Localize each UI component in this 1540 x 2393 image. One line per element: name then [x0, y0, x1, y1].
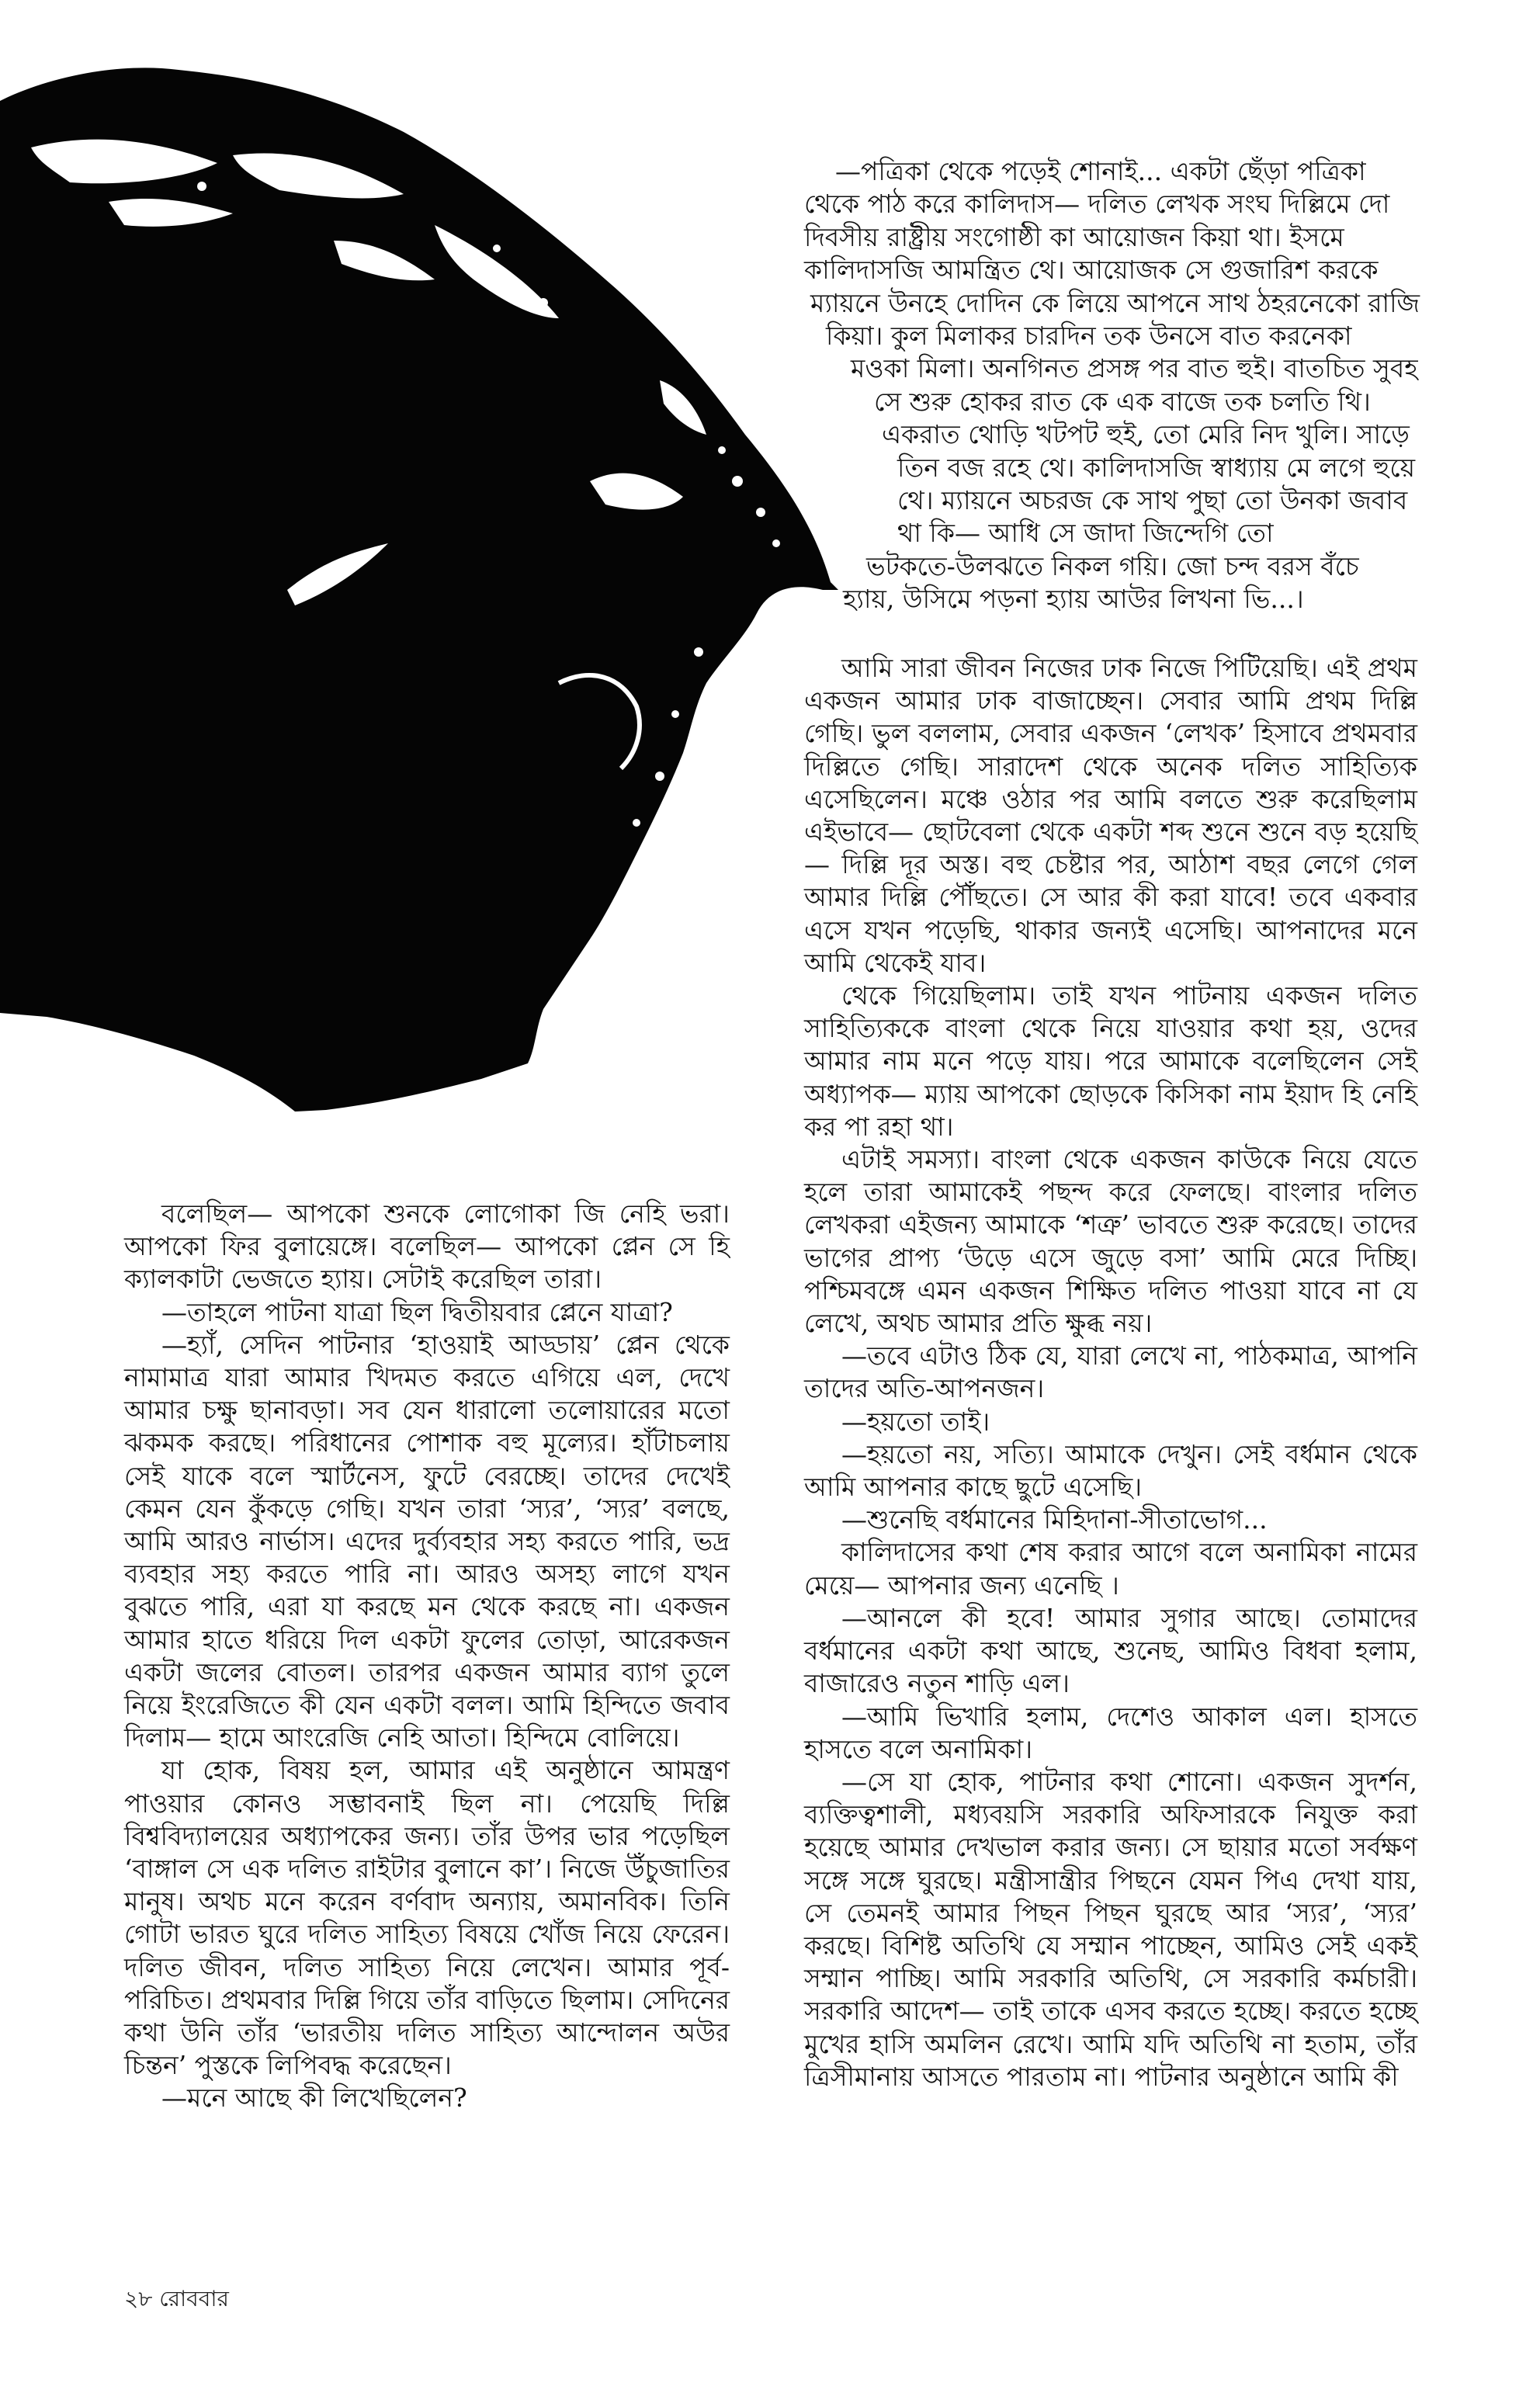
paragraph: —হয়তো নয়, সত্যি। আমাকে দেখুন। সেই বর্ধমান থেকে আমি আপনার কাছে ছুটে এসেছি। — [804, 1438, 1417, 1503]
text-line: থা কি— আধি সে জাদা জিন্দেগি তো — [897, 518, 1274, 549]
paragraph: —শুনেছি বর্ধমানের মিহিদানা-সীতাভোগ... — [841, 1504, 1268, 1535]
text-line: কালিদাসজি আমন্ত্রিত থে। আয়োজক সে গুজারিশ করকে — [804, 255, 1379, 286]
paragraph: —তবে এটাও ঠিক যে, যারা লেখে না, পাঠকমাত্র, আপনি তাদের অতি-আপনজন। — [804, 1340, 1417, 1404]
right-column-text — [804, 652, 1417, 2093]
text-line: থে। ম্যায়নে অচরজ কে সাথ পুছা তো উনকা জবাব — [897, 485, 1408, 516]
paragraph: —মনে আছে কী লিখেছিলেন? — [161, 2083, 467, 2114]
paragraph: —সে যা হোক, পাটনার কথা শোনো। একজন সুদর্শন, ব্যক্তিত্বশালী, মধ্যবয়সি সরকারি অফিসারকে নিযুক্ত করা হয়েছে আমার দেখভাল করার জন্য। সে ছায়ার মতো সর্বক্ষণ সঙ্গে সঙ্গে ঘুরছে। মন্ত্রীসান্ত্রীর পিছনে যেমন পিএ দেখা যায়, সে তেমনই আমার পিছন পিছন ঘুরছে আর ‘স্যর’, ‘স্যর’ করছে। বিশিষ্ট অতিথি যে সম্মান পাচ্ছেন, আমিও সেই একই সম্মান পাচ্ছি। আমি সরকারি অতিথি, সে সরকারি কর্মচারী। সরকারি আদেশ— তাই তাকে এসব করতে হচ্ছে। করতে হচ্ছে মুখের হাসি অমলিন রেখে। আমি যদি অতিথি না হতাম, তাঁর ত্রিসীমানায় আসতে পারতাম না। পাটনার অনুষ্ঠানে আমি কী — [804, 1766, 1417, 2092]
paragraph: —হয়তো তাই। — [841, 1406, 990, 1437]
text-line: সে শুরু হোকর রাত কে এক বাজে তক চলতি থি। — [874, 386, 1371, 417]
paragraph: থেকে গিয়েছিলাম। তাই যখন পাটনায় একজন দলিত সাহিত্যিককে বাংলা থেকে নিয়ে যাওয়ার কথা হয়, ওদের আমার নাম মনে পড়ে যায়। পরে আমাকে বলেছিলেন সেই অধ্যাপক— ম্যায় আপকো ছোড়কে কিসিকা নাম ইয়াদ হি নেহি কর পা রহা থা। — [804, 980, 1417, 1142]
paragraph: —আমি ভিখারি হলাম, দেশেও আকাল এল। হাসতে হাসতে বলে অনামিকা। — [804, 1701, 1417, 1764]
paragraph: এটাই সমস্যা। বাংলা থেকে একজন কাউকে নিয়ে যেতে হলে তারা আমাকেই পছন্দ করে ফেলছে। বাংলার দলিত লেখকরা এইজন্য আমাকে ‘শত্রু’ ভাবতে শুরু করেছে। তাদের ভাগের প্রাপ্য ‘উড়ে এসে জুড়ে বসা’ আমি মেরে দিচ্ছি। পশ্চিমবঙ্গে এমন একজন শিক্ষিত দলিত পাওয়া যাবে না যে লেখে, অথচ আমার প্রতি ক্ষুব্ধ নয়। — [804, 1144, 1417, 1339]
paragraph: যা হোক, বিষয় হল, আমার এই অনুষ্ঠানে আমন্ত্রণ পাওয়ার কোনও সম্ভাবনাই ছিল না। পেয়েছি দিল্লি বিশ্ববিদ্যালয়ের অধ্যাপকের জন্য। তাঁর উপর ভার পড়েছিল ‘বাঙ্গাল সে এক দলিত রাইটার বুলানে কা’। নিজে উঁচুজাতির মানুষ। অথচ মনে করেন বর্ণবাদ অন্যায়, অমানবিক। তিনি গোটা ভারত ঘুরে দলিত সাহিত্য বিষয়ে খোঁজ নিয়ে ফেরেন। দলিত জীবন, দলিত সাহিত্য নিয়ে লেখেন। আমার পূর্ব-পরিচিত। প্রথমবার দিল্লি গিয়ে তাঁর বাড়িতে ছিলাম। সেদিনের কথা উনি তাঁর ‘ভারতীয় দলিত সাহিত্য আন্দোলন অউর চিন্তন’ পুস্তকে লিপিবদ্ধ করেছেন। — [124, 1755, 730, 2081]
text-line: মওকা মিলা। অনগিনত প্রসঙ্গ পর বাত হুই। বাতচিত সুবহ — [851, 353, 1418, 384]
text-line: ভটকতে-উলঝতে নিকল গয়ি। জো চন্দ বরস বঁচে — [866, 550, 1359, 581]
paragraph: আমি সারা জীবন নিজের ঢাক নিজে পিটিয়েছি। এই প্রথম একজন আমার ঢাক বাজাচ্ছেন। সেবার আমি প্রথম দিল্লি গেছি। ভুল বললাম, সেবার একজন ‘লেখক’ হিসাবে প্রথমবার দিল্লিতে গেছি। সারাদেশ থেকে অনেক দলিত সাহিত্যিক এসেছিলেন। মঞ্চে ওঠার পর আমি বলতে শুরু করেছিলাম এইভাবে— ছোটবেলা থেকে একটা শব্দ শুনে শুনে বড় হয়েছি— দিল্লি দূর অস্ত। বহু চেষ্টার পর, আঠাশ বছর লেগে গেল আমার দিল্লি পৌঁছতে। সে আর কী করা যাবে! তবে একবার এসে যখন পড়েছি, থাকার জন্যই এসেছি। আপনাদের মনে আমি থেকেই যাব। — [804, 653, 1417, 978]
right-column-upper-text — [804, 155, 1420, 616]
paragraph: কালিদাসের কথা শেষ করার আগে বলে অনামিকা নামের মেয়ে— আপনার জন্য এনেছি । — [804, 1537, 1417, 1601]
text-line: থেকে পাঠ করে কালিদাস— দলিত লেখক সংঘ দিল্লিমে দো — [804, 189, 1390, 220]
text-line: হ্যায়, উসিমে পড়না হ্যায় আউর লিখনা ভি...। — [843, 584, 1304, 615]
paragraph: —আনলে কী হবে! আমার সুগার আছে। তোমাদের বর্ধমানের একটা কথা আছে, শুনেছ, আমিও বিধবা হলাম, বাজারেও নতুন শাড়ি এল। — [804, 1602, 1417, 1699]
left-column-text — [124, 1198, 730, 2115]
text-line: ম্যায়নে উনহে দোদিন কে লিয়ে আপনে সাথ ঠহরনেকো রাজি — [810, 287, 1420, 318]
text-line: একরাত থোড়ি খটপট হুই, তো মেরি নিদ খুলি। সাড়ে — [882, 419, 1410, 450]
text-line: —পত্রিকা থেকে পড়েই শোনাই... একটা ছেঁড়া পত্রিকা — [835, 156, 1366, 186]
text-line: কিয়া। কুল মিলাকর চারদিন তক উনসে বাত করনেকা — [826, 321, 1352, 352]
paragraph: বলেছিল— আপকো শুনকে লোগোকা জি নেহি ভরা। আপকো ফির বুলায়েঙ্গে। বলেছিল— আপকো প্লেন সে হি ক্যালকাটা ভেজতে হ্যায়। সেটাই করেছিল তারা। — [124, 1198, 730, 1295]
text-line: দিবসীয় রাষ্ট্রীয় সংগোষ্ঠী কা আয়োজন কিয়া থা। ইসমে — [804, 221, 1344, 252]
paragraph: —হ্যাঁ, সেদিন পাটনার ‘হাওয়াই আড্ডায়’ প্লেন থেকে নামামাত্র যারা আমার খিদমত করতে এগিয়ে এল, দেখে আমার চক্ষু ছানাবড়া। সব যেন ধারালো তলোয়ারের মতো ঝকমক করছে। পরিধানের পোশাক বহু মূল্যের। হাঁটাচলায় সেই যাকে বলে স্মার্টনেস, ফুটে বেরচ্ছে। তাদের দেখেই কেমন যেন কুঁকড়ে গেছি। যখন তারা ‘স্যর’, ‘স্যর’ বলছে, আমি আরও নার্ভাস। এদের দুর্ব্যবহার সহ্য করতে পারি, ভদ্র ব্যবহার সহ্য করতে পারি না। আরও অসহ্য লাগে যখন বুঝতে পারি, এরা যা করছে মন থেকে করছে না। একজন আমার হাতে ধরিয়ে দিল একটা ফুলের তোড়া, আরেকজন একটা জলের বোতল। তারপর একজন আমার ব্যাগ তুলে নিয়ে ইংরেজিতে কী যেন একটা বলল। আমি হিন্দিতে জবাব দিলাম— হামে আংরেজি নেহি আতা। হিন্দিমে বোলিয়ে। — [124, 1329, 730, 1753]
face-silhouette-illustration — [0, 47, 862, 1157]
paragraph: —তাহলে পাটনা যাত্রা ছিল দ্বিতীয়বার প্লেনে যাত্রা? — [161, 1296, 673, 1327]
page-folio: ২৮ রোববার — [124, 2286, 229, 2311]
text-line: তিন বজ রহে থে। কালিদাসজি স্বাধ্যায় মে লগে হুয়ে — [897, 452, 1416, 483]
